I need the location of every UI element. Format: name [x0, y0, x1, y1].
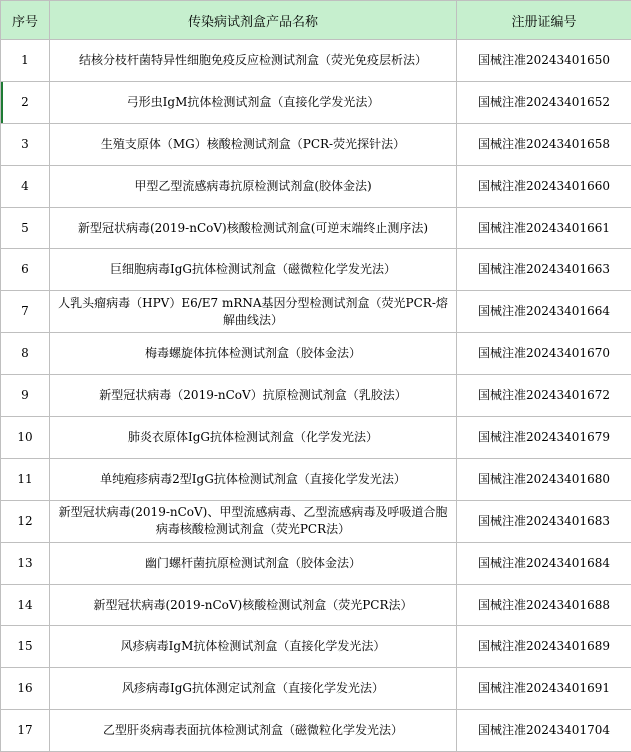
table-row [1, 123, 631, 165]
registration-number[interactable]: 国械注准20243401658 [457, 123, 631, 165]
table-row [1, 710, 631, 752]
product-name[interactable]: 新型冠状病毒(2019-nCoV)核酸检测试剂盒（荧光PCR法） [50, 584, 457, 626]
product-name[interactable]: 单纯疱疹病毒2型IgG抗体检测试剂盒（直接化学发光法） [50, 458, 457, 500]
registration-number[interactable]: 国械注准20243401691 [457, 668, 631, 710]
row-index[interactable]: 6 [1, 249, 50, 291]
registration-number[interactable]: 国械注准20243401661 [457, 207, 631, 249]
registration-number[interactable]: 国械注准20243401652 [457, 81, 631, 123]
registration-number[interactable]: 国械注准20243401670 [457, 333, 631, 375]
table-row [1, 207, 631, 249]
row-index[interactable]: 7 [1, 291, 50, 333]
product-name[interactable]: 风疹病毒IgG抗体测定试剂盒（直接化学发光法） [50, 668, 457, 710]
registration-number[interactable]: 国械注准20243401663 [457, 249, 631, 291]
row-index[interactable]: 15 [1, 626, 50, 668]
table-row [1, 333, 631, 375]
registration-number[interactable]: 国械注准20243401684 [457, 542, 631, 584]
table-row [1, 165, 631, 207]
registration-number[interactable]: 国械注准20243401683 [457, 500, 631, 542]
header-product-name[interactable]: 传染病试剂盒产品名称 [50, 1, 457, 40]
row-index[interactable]: 5 [1, 207, 50, 249]
table-row [1, 668, 631, 710]
table-row [1, 458, 631, 500]
product-name[interactable]: 人乳头瘤病毒（HPV）E6/E7 mRNA基因分型检测试剂盒（荧光PCR-熔解曲线法） [50, 291, 457, 333]
table-row [1, 500, 631, 542]
product-name[interactable]: 风疹病毒IgM抗体检测试剂盒（直接化学发光法） [50, 626, 457, 668]
registration-number[interactable]: 国械注准20243401664 [457, 291, 631, 333]
row-index[interactable]: 2 [1, 81, 50, 123]
product-name[interactable]: 巨细胞病毒IgG抗体检测试剂盒（磁微粒化学发光法） [50, 249, 457, 291]
row-index[interactable]: 13 [1, 542, 50, 584]
product-name[interactable]: 甲型乙型流感病毒抗原检测试剂盒(胶体金法) [50, 165, 457, 207]
product-name[interactable]: 乙型肝炎病毒表面抗体检测试剂盒（磁微粒化学发光法） [50, 710, 457, 752]
row-index[interactable]: 8 [1, 333, 50, 375]
table-row [1, 375, 631, 417]
registration-number[interactable]: 国械注准20243401704 [457, 710, 631, 752]
table-row [1, 40, 631, 82]
row-index[interactable]: 9 [1, 375, 50, 417]
registration-number[interactable]: 国械注准20243401679 [457, 417, 631, 459]
row-index[interactable]: 11 [1, 458, 50, 500]
row-index[interactable]: 17 [1, 710, 50, 752]
table-row [1, 291, 631, 333]
header-index[interactable]: 序号 [1, 1, 50, 40]
row-index[interactable]: 3 [1, 123, 50, 165]
product-name[interactable]: 新型冠状病毒(2019-nCoV)核酸检测试剂盒(可逆末端终止测序法) [50, 207, 457, 249]
table-row [1, 542, 631, 584]
product-name[interactable]: 结核分枝杆菌特异性细胞免疫反应检测试剂盒（荧光免疫层析法） [50, 40, 457, 82]
table-row [1, 81, 631, 123]
header-row [1, 1, 631, 40]
row-index[interactable]: 4 [1, 165, 50, 207]
product-name[interactable]: 梅毒螺旋体抗体检测试剂盒（胶体金法） [50, 333, 457, 375]
product-name[interactable]: 新型冠状病毒(2019-nCoV)、甲型流感病毒、乙型流感病毒及呼吸道合胞病毒核酸检测试剂盒（荧光PCR法） [50, 500, 457, 542]
product-name[interactable]: 幽门螺杆菌抗原检测试剂盒（胶体金法） [50, 542, 457, 584]
registration-number[interactable]: 国械注准20243401689 [457, 626, 631, 668]
product-name[interactable]: 弓形虫IgM抗体检测试剂盒（直接化学发光法） [50, 81, 457, 123]
product-name[interactable]: 生殖支原体（MG）核酸检测试剂盒（PCR-荧光探针法） [50, 123, 457, 165]
row-index[interactable]: 14 [1, 584, 50, 626]
table-row [1, 584, 631, 626]
product-name[interactable]: 肺炎衣原体IgG抗体检测试剂盒（化学发光法） [50, 417, 457, 459]
registration-number[interactable]: 国械注准20243401688 [457, 584, 631, 626]
row-index[interactable]: 1 [1, 40, 50, 82]
product-name[interactable]: 新型冠状病毒（2019-nCoV）抗原检测试剂盒（乳胶法） [50, 375, 457, 417]
header-registration-number[interactable]: 注册证编号 [457, 1, 631, 40]
table-row [1, 626, 631, 668]
table-row [1, 417, 631, 459]
registration-number[interactable]: 国械注准20243401650 [457, 40, 631, 82]
row-index[interactable]: 10 [1, 417, 50, 459]
row-index[interactable]: 16 [1, 668, 50, 710]
registration-number[interactable]: 国械注准20243401680 [457, 458, 631, 500]
table-row [1, 249, 631, 291]
row-index[interactable]: 12 [1, 500, 50, 542]
registration-number[interactable]: 国械注准20243401672 [457, 375, 631, 417]
registration-number[interactable]: 国械注准20243401660 [457, 165, 631, 207]
